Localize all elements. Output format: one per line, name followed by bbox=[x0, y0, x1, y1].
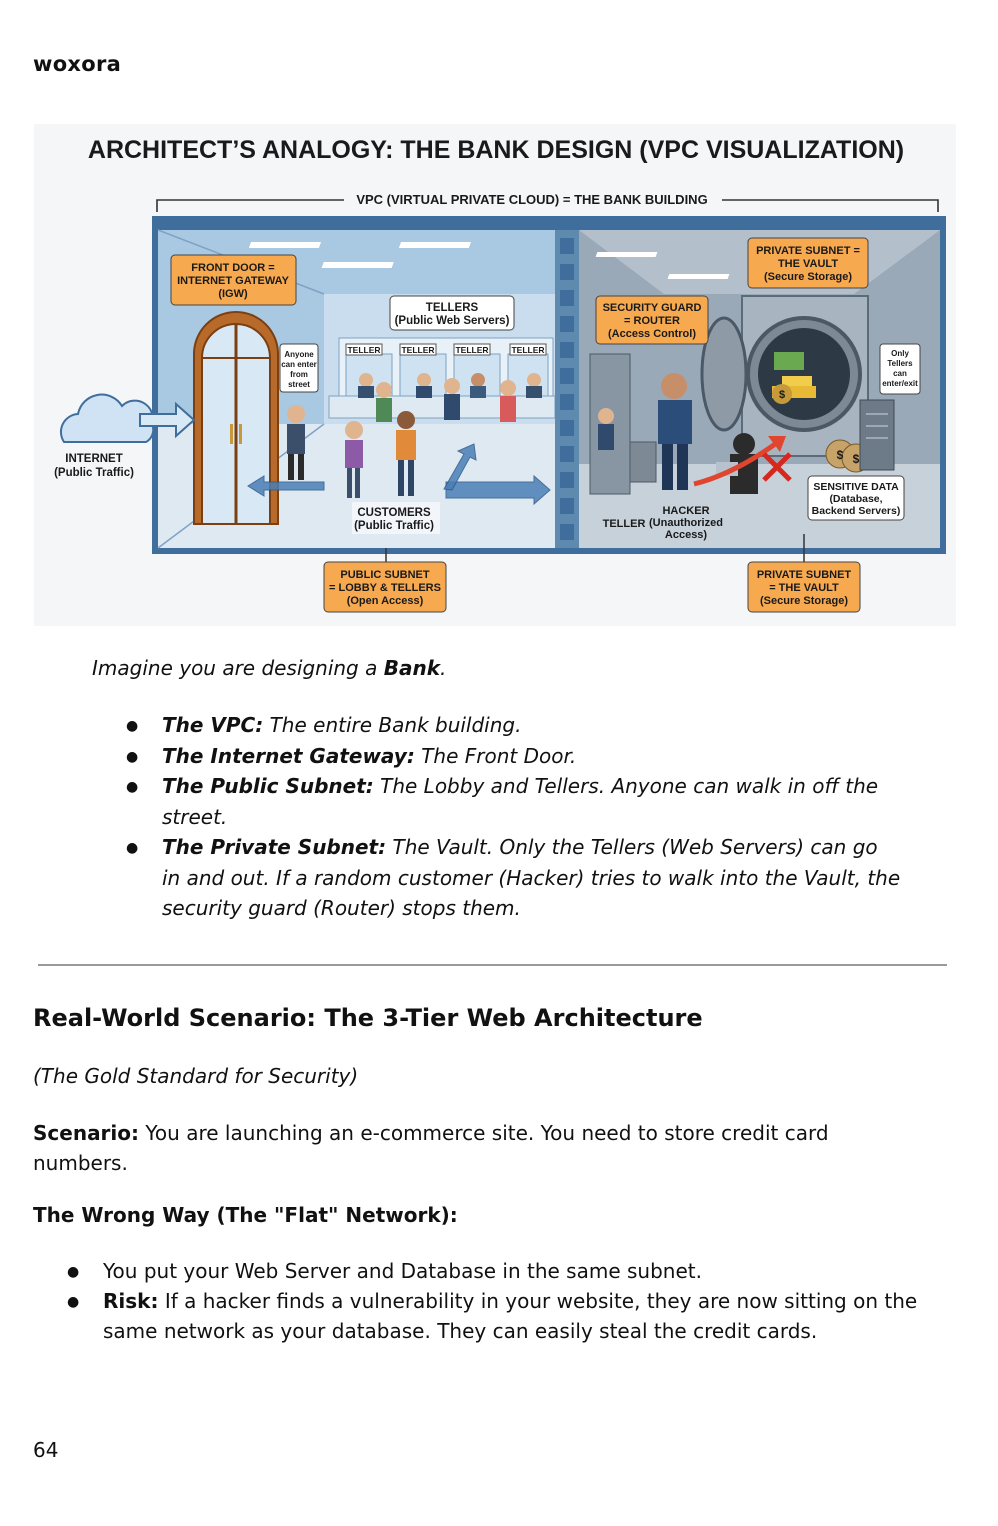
tellers-line2: (Public Web Servers) bbox=[394, 315, 510, 327]
guard-line2: = ROUTER bbox=[624, 315, 680, 327]
intro-bold-bank: Bank bbox=[383, 656, 440, 680]
list-item bbox=[103, 1256, 933, 1286]
public-subnet-line1: PUBLIC SUBNET bbox=[340, 569, 430, 581]
list-item-term: The Private Subnet: bbox=[162, 835, 387, 859]
front-door-line1: FRONT DOOR = bbox=[191, 262, 275, 274]
list-item-text: The Lobby and Tellers. Anyone can walk in off the street. bbox=[162, 774, 879, 829]
wrong-way-heading: The Wrong Way (The "Flat" Network): bbox=[33, 1203, 458, 1227]
list-item-text: You put your Web Server and Database in the same subnet. bbox=[103, 1259, 702, 1283]
guard-line1: SECURITY GUARD bbox=[602, 302, 702, 314]
hacker-line1: HACKER bbox=[662, 505, 710, 517]
internet-line1: INTERNET bbox=[65, 453, 123, 465]
teller-sign-1: TELLER bbox=[347, 345, 381, 355]
svg-text:$: $ bbox=[836, 448, 844, 462]
svg-text:$: $ bbox=[852, 452, 860, 466]
private-subnet-line1: PRIVATE SUBNET bbox=[756, 569, 852, 581]
private-subnet-line3: (Secure Storage) bbox=[759, 595, 849, 607]
svg-text:$: $ bbox=[778, 389, 786, 401]
hacker-line3: Access) bbox=[664, 529, 708, 541]
guard-line3: (Access Control) bbox=[607, 328, 697, 340]
customers-line1: CUSTOMERS bbox=[357, 507, 431, 519]
list-item-term: Risk: bbox=[103, 1289, 159, 1313]
sensitive-line2: (Database, bbox=[829, 493, 883, 505]
list-item bbox=[162, 771, 902, 832]
list-item bbox=[162, 710, 902, 741]
tellers-line1: TELLERS bbox=[425, 302, 479, 314]
figure-title: ARCHITECT’S ANALOGY: THE BANK DESIGN (VPC VISUALIZATION) bbox=[87, 136, 905, 164]
section-divider bbox=[38, 964, 947, 966]
list-item-text: The entire Bank building. bbox=[263, 713, 522, 737]
front-door-line2: INTERNET GATEWAY bbox=[177, 275, 289, 287]
intro-suffix: . bbox=[440, 656, 447, 680]
section-heading: Real-World Scenario: The 3-Tier Web Architecture bbox=[33, 1004, 703, 1032]
vault-top-line3: (Secure Storage) bbox=[763, 271, 853, 283]
list-item bbox=[103, 1286, 933, 1346]
list-item-term: The VPC: bbox=[162, 713, 264, 737]
only-line2: Tellers bbox=[887, 359, 913, 368]
intro-prefix: Imagine you are designing a bbox=[92, 656, 384, 680]
brand-logo-text: woxora bbox=[33, 52, 122, 76]
scenario-text: You are launching an e-commerce site. You need to store credit card numbers. bbox=[33, 1121, 829, 1175]
only-line3: can bbox=[893, 369, 907, 378]
list-item bbox=[162, 832, 902, 924]
anyone-line3: from bbox=[290, 370, 308, 379]
front-door-line3: (IGW) bbox=[218, 288, 248, 300]
front-door-arch bbox=[194, 312, 278, 524]
teller-sign-2: TELLER bbox=[401, 345, 435, 355]
only-line4: enter/exit bbox=[882, 379, 918, 388]
wrong-way-list bbox=[103, 1256, 933, 1346]
intro-sentence bbox=[92, 656, 446, 680]
list-item-text: If a hacker finds a vulnerability in your website, they are now sitting on the same network as your database. They can easily steal the credit cards. bbox=[103, 1289, 918, 1343]
customers-line2: (Public Traffic) bbox=[354, 520, 434, 532]
teller-sign-3: TELLER bbox=[455, 345, 489, 355]
vault-top-line1: PRIVATE SUBNET = bbox=[756, 245, 860, 257]
section-subtitle: (The Gold Standard for Security) bbox=[33, 1064, 359, 1088]
small-teller-figure bbox=[598, 408, 614, 450]
anyone-line1: Anyone bbox=[284, 350, 314, 359]
list-item bbox=[162, 741, 902, 772]
scenario-label: Scenario: bbox=[33, 1121, 140, 1145]
vault-top-line2: THE VAULT bbox=[777, 258, 839, 270]
server-rack-icon bbox=[860, 400, 894, 470]
list-item-text: The Front Door. bbox=[414, 743, 577, 768]
list-item-term: The Public Subnet: bbox=[162, 774, 374, 798]
sensitive-line1: SENSITIVE DATA bbox=[813, 481, 899, 493]
sensitive-line3: Backend Servers) bbox=[811, 505, 901, 517]
internet-line2: (Public Traffic) bbox=[54, 467, 134, 479]
scenario-paragraph bbox=[33, 1118, 913, 1178]
hacker-line2: (Unauthorized bbox=[649, 517, 723, 529]
anyone-line2: can enter bbox=[281, 360, 317, 369]
list-item-term: The Internet Gateway: bbox=[162, 743, 415, 768]
teller-sign-4: TELLER bbox=[511, 345, 545, 355]
only-line1: Only bbox=[891, 349, 909, 358]
public-subnet-line3: (Open Access) bbox=[346, 595, 424, 607]
page-number: 64 bbox=[33, 1438, 59, 1462]
public-subnet-line2: = LOBBY & TELLERS bbox=[329, 582, 441, 594]
list-item-text: The Vault. Only the Tellers (Web Servers) can go in and out. If a random customer (Hacker) tries to walk into the Vault, the security guard (Router) stops them. bbox=[162, 835, 901, 920]
small-teller-label: TELLER bbox=[602, 518, 646, 530]
anyone-line4: street bbox=[288, 380, 310, 389]
vpc-label: VPC (VIRTUAL PRIVATE CLOUD) = THE BANK BUILDING bbox=[356, 192, 708, 207]
bank-vpc-illustration bbox=[34, 124, 956, 626]
analogy-list bbox=[162, 710, 902, 924]
private-subnet-line2: = THE VAULT bbox=[769, 582, 839, 594]
